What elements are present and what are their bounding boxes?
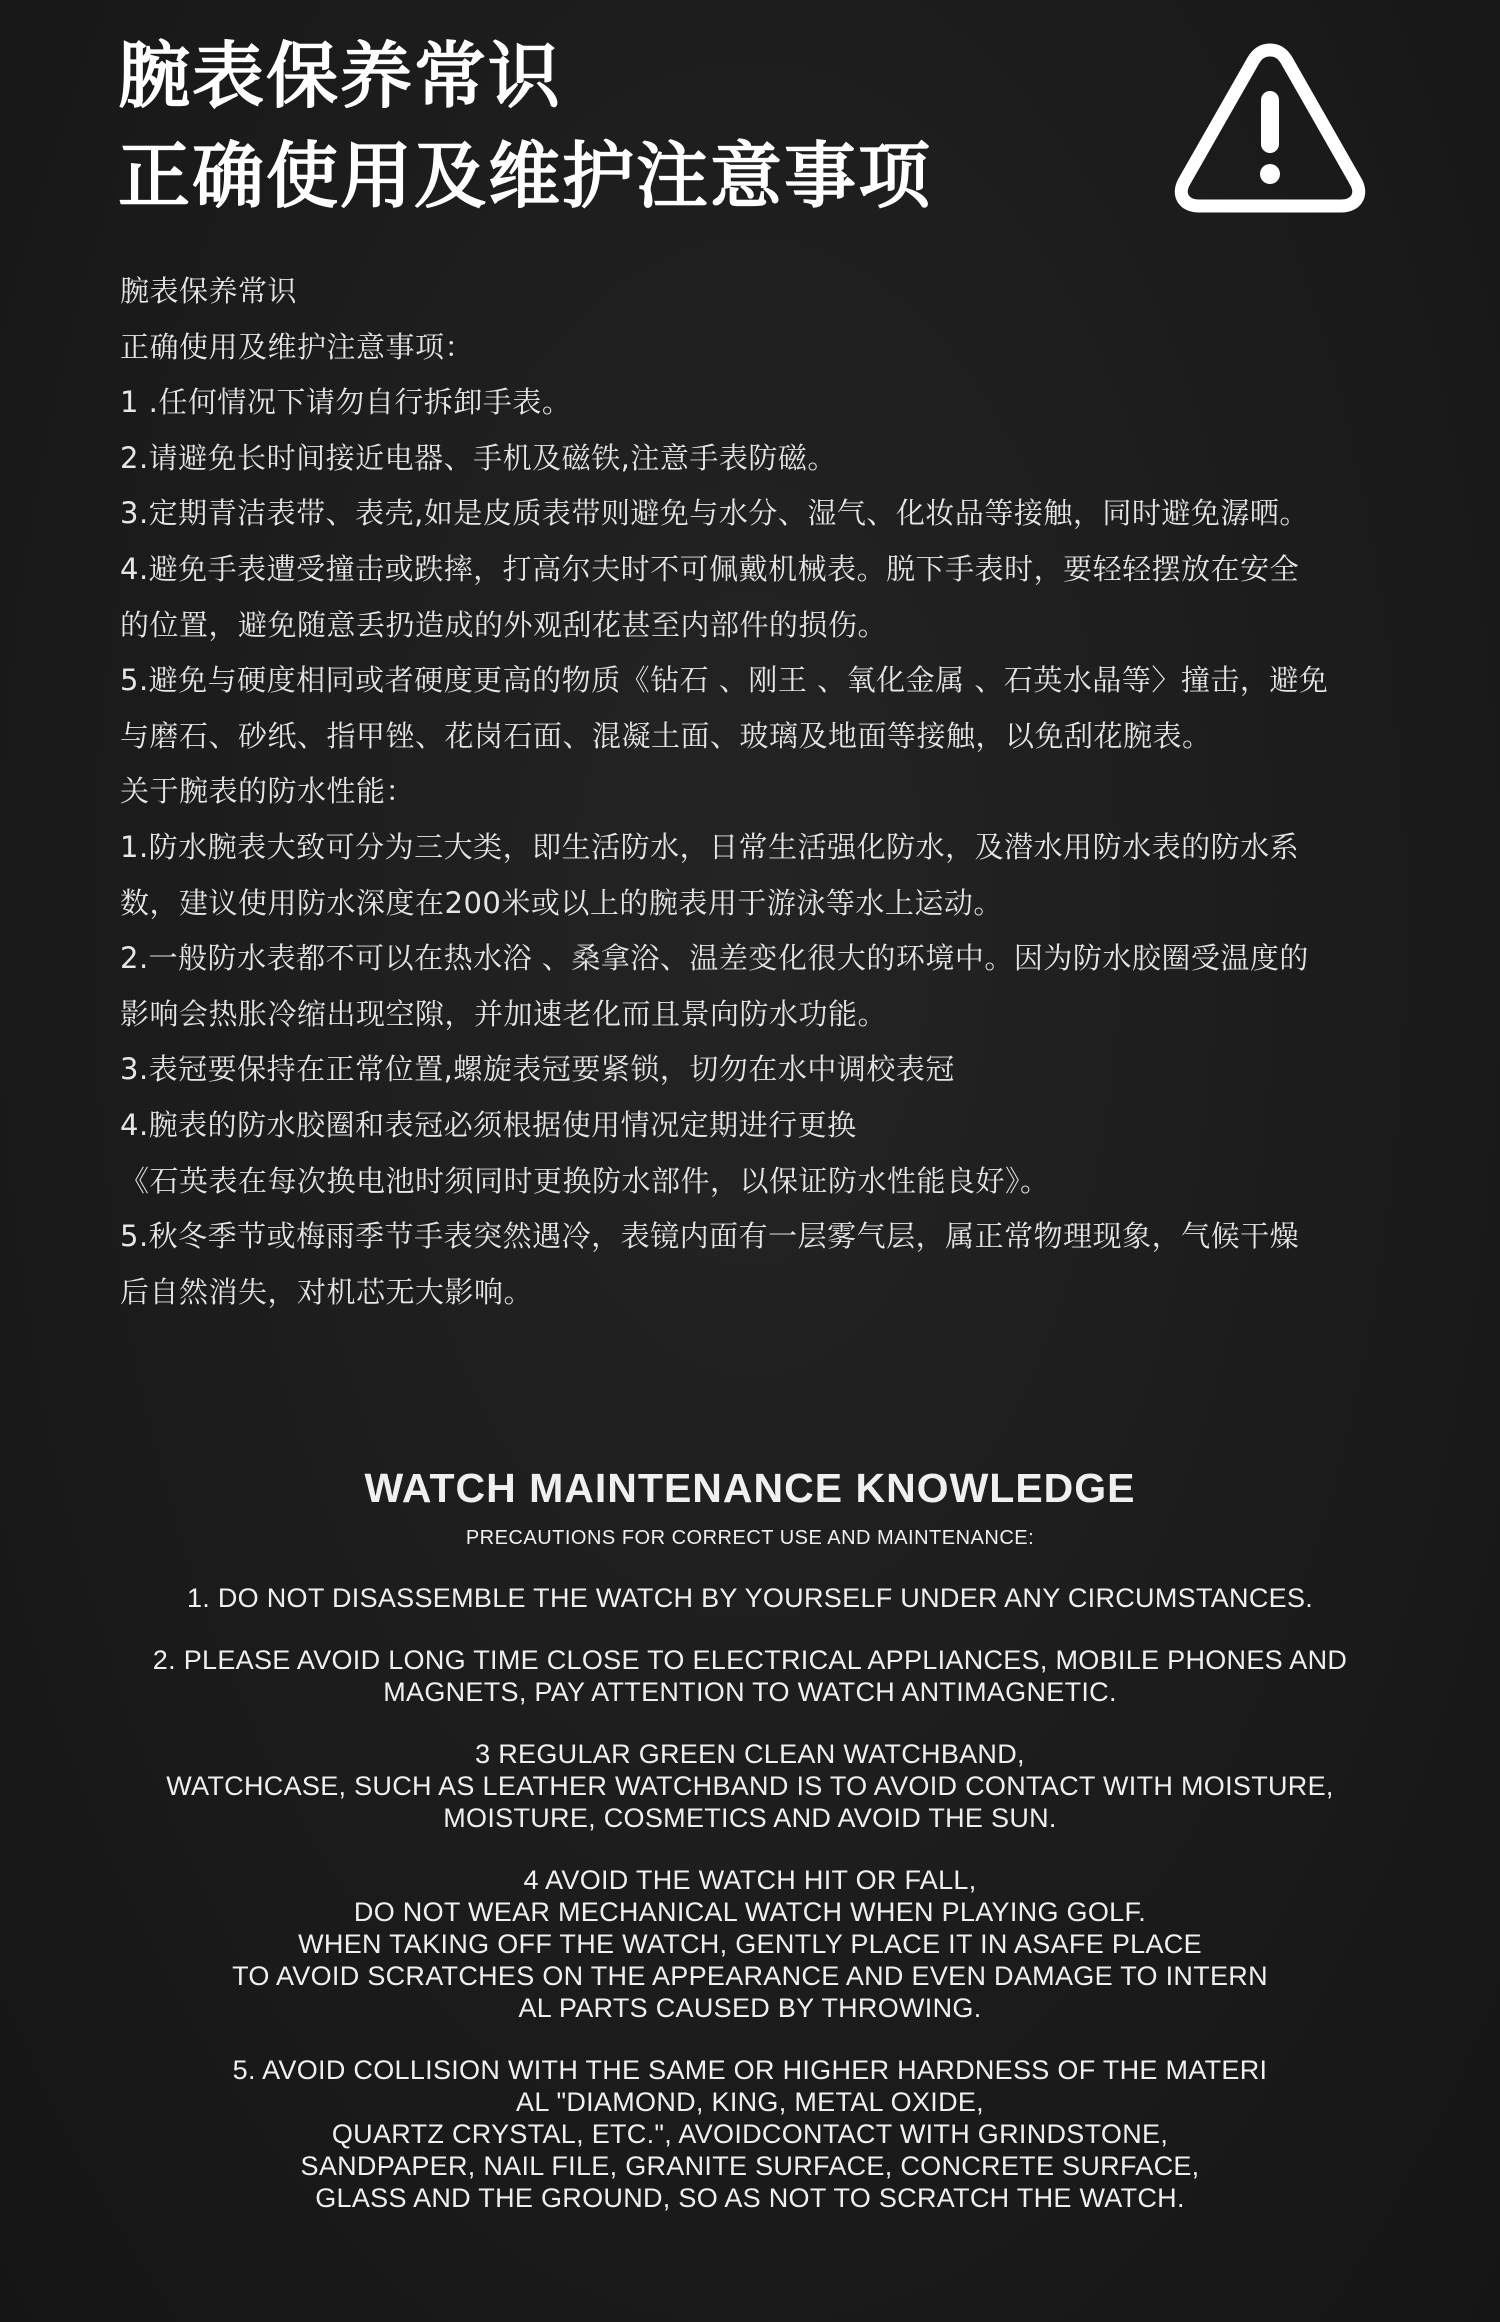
zh-text-line: 1.防水腕表大致可分为三大类，即生活防水，日常生活强化防水，及潜水用防水表的防水系 xyxy=(120,829,1300,864)
page-header xyxy=(118,26,932,226)
english-instruction-line: AL PARTS CAUSED BY THROWING. xyxy=(518,1993,982,2023)
page-title: 腕表保养常识 xyxy=(118,34,563,118)
zh-text-line: 5.避免与硬度相同或者硬度更高的物质《钻石 、刚王 、氧化金属 、石英水晶等〉撞击，避免 xyxy=(120,663,1329,698)
page-subtitle: 正确使用及维护注意事项 xyxy=(118,134,933,218)
warning-triangle-icon xyxy=(1170,36,1370,216)
english-instruction-line: QUARTZ CRYSTAL, ETC.", AVOIDCONTACT WITH GRINDSTONE, xyxy=(331,2119,1169,2149)
zh-text-line: 数，建议使用防水深度在200米或以上的腕表用于游泳等水上运动。 xyxy=(120,885,1003,920)
zh-text-line: 4.避免手表遭受撞击或跌摔，打高尔夫时不可佩戴机械表。脱下手表时，要轻轻摆放在安全 xyxy=(120,551,1300,586)
english-instruction-item xyxy=(0,1644,1500,1708)
english-instruction-line: AL "DIAMOND, KING, METAL OXIDE, xyxy=(516,2087,984,2117)
english-instruction-item xyxy=(0,2054,1500,2214)
zh-text-line: 影响会热胀冷缩出现空隙，并加速老化而且景向防水功能。 xyxy=(120,996,888,1031)
english-instruction-line: MOISTURE, COSMETICS AND AVOID THE SUN. xyxy=(443,1803,1057,1833)
chinese-care-instructions xyxy=(120,264,1390,1320)
english-instruction-line: MAGNETS, PAY ATTENTION TO WATCH ANTIMAGNETIC. xyxy=(383,1677,1117,1707)
english-instruction-item xyxy=(0,1864,1500,2024)
zh-text-line: 2.一般防水表都不可以在热水浴 、桑拿浴、温差变化很大的环境中。因为防水胶圈受温度的 xyxy=(120,941,1309,976)
english-instruction-line: WATCHCASE, SUCH AS LEATHER WATCHBAND IS TO AVOID CONTACT WITH MOISTURE, xyxy=(166,1771,1334,1801)
english-instruction-line: GLASS AND THE GROUND, SO AS NOT TO SCRATCH THE WATCH. xyxy=(315,2183,1185,2213)
english-instruction-line: DO NOT WEAR MECHANICAL WATCH WHEN PLAYING GOLF. xyxy=(353,1897,1147,1927)
english-instruction-line: 3 REGULAR GREEN CLEAN WATCHBAND, xyxy=(475,1739,1025,1769)
zh-text-line: 后自然消失，对机芯无大影响。 xyxy=(120,1274,534,1309)
zh-text-line: 5.秋冬季节或梅雨季节手表突然遇冷，表镜内面有一层雾气层，属正常物理现象，气候干燥 xyxy=(120,1219,1300,1254)
english-instruction-line: 2. PLEASE AVOID LONG TIME CLOSE TO ELECTRICAL APPLIANCES, MOBILE PHONES AND xyxy=(152,1645,1348,1675)
zh-text-line: 2.请避免长时间接近电器、手机及磁铁,注意手表防磁。 xyxy=(120,440,837,475)
zh-text-line: 与磨石、砂纸、指甲锉、花岗石面、混凝土面、玻璃及地面等接触，以免刮花腕表。 xyxy=(120,718,1212,753)
english-care-section xyxy=(0,1462,1500,2244)
english-instruction-line: WHEN TAKING OFF THE WATCH, GENTLY PLACE IT IN ASAFE PLACE xyxy=(298,1929,1202,1959)
english-instruction-line: 1. DO NOT DISASSEMBLE THE WATCH BY YOURSELF UNDER ANY CIRCUMSTANCES. xyxy=(186,1583,1314,1613)
zh-text-line: 1 .任何情况下请勿自行拆卸手表。 xyxy=(120,385,572,420)
english-instruction-item xyxy=(0,1738,1500,1834)
zh-text-line: 3.表冠要保持在正常位置,螺旋表冠要紧锁，切勿在水中调校表冠 xyxy=(120,1052,955,1087)
zh-text-line: 的位置，避免随意丢扔造成的外观刮花甚至内部件的损伤。 xyxy=(120,607,888,642)
english-instruction-line: TO AVOID SCRATCHES ON THE APPEARANCE AND EVEN DAMAGE TO INTERN xyxy=(232,1961,1268,1991)
english-instruction-list xyxy=(0,1582,1500,2214)
english-subtitle: PRECAUTIONS FOR CORRECT USE AND MAINTENANCE: xyxy=(465,1527,1035,1549)
zh-text-line: 3.定期青洁表带、表壳,如是皮质表带则避免与水分、湿气、化妆品等接触，同时避免潺晒。 xyxy=(120,496,1309,531)
zh-text-line: 腕表保养常识 xyxy=(120,274,298,308)
english-instruction-line: SANDPAPER, NAIL FILE, GRANITE SURFACE, CONCRETE SURFACE, xyxy=(300,2151,1200,2181)
english-title: WATCH MAINTENANCE KNOWLEDGE xyxy=(364,1465,1136,1511)
zh-text-line: 4.腕表的防水胶圈和表冠必须根据使用情况定期进行更换 xyxy=(120,1107,857,1142)
zh-text-line: 关于腕表的防水性能： xyxy=(120,774,416,809)
zh-text-line: 正确使用及维护注意事项： xyxy=(120,329,475,364)
english-instruction-line: 4 AVOID THE WATCH HIT OR FALL, xyxy=(523,1865,977,1895)
english-instruction-item xyxy=(0,1582,1500,1614)
zh-text-line: 《石英表在每次换电池时须同时更换防水部件，以保证防水性能良好》。 xyxy=(120,1163,1050,1198)
english-instruction-line: 5. AVOID COLLISION WITH THE SAME OR HIGHER HARDNESS OF THE MATERI xyxy=(232,2055,1268,2085)
